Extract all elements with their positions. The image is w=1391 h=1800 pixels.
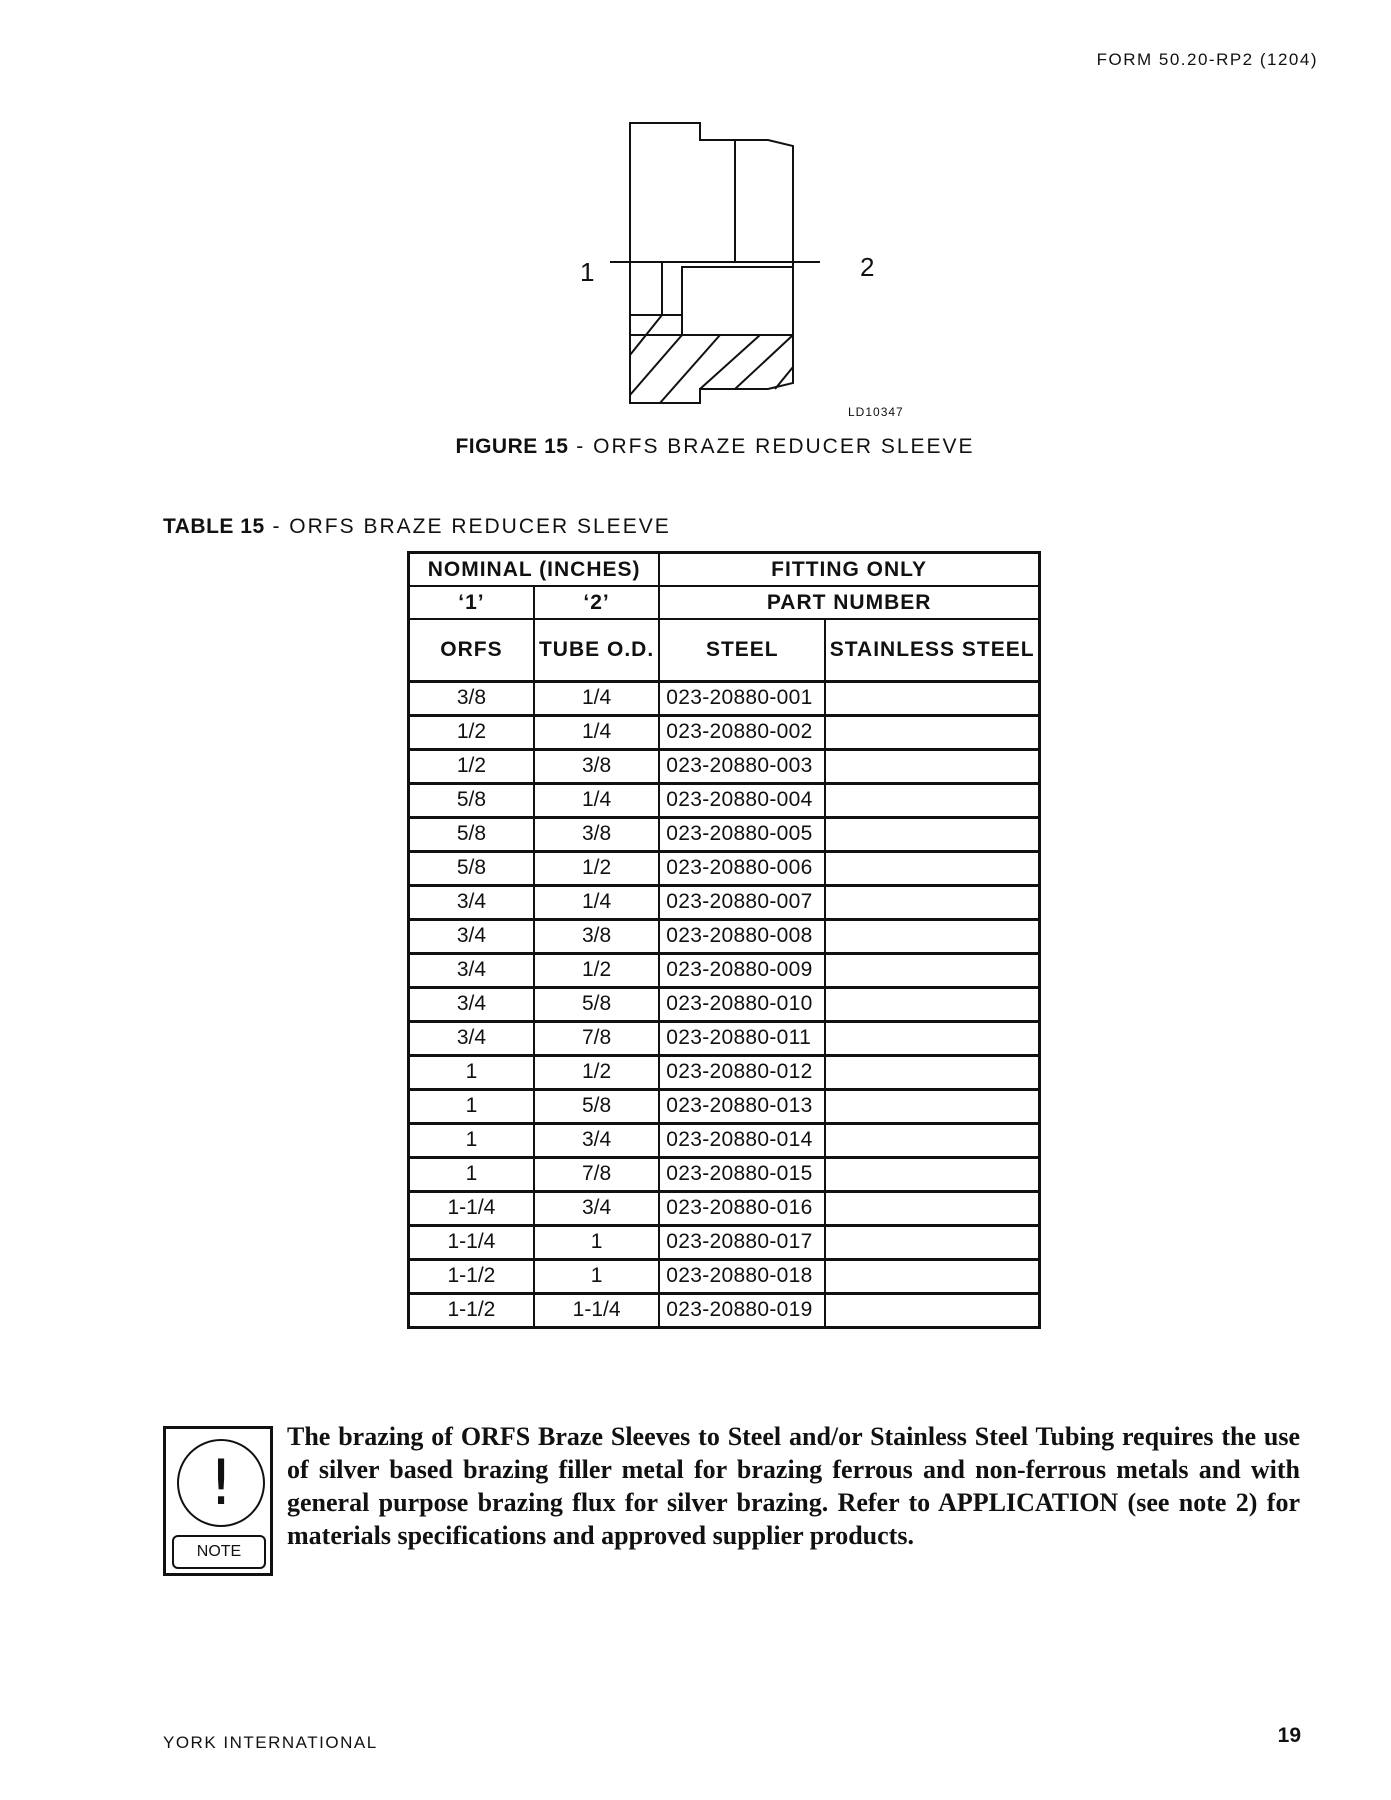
cell-tube-od: 1/2 [534, 953, 659, 987]
table-row [409, 1123, 1040, 1157]
cell-orfs: 1 [409, 1089, 534, 1123]
exclamation-icon: ! [177, 1439, 265, 1527]
figure-caption [0, 435, 1391, 459]
cell-steel-part: 023-20880-018 [659, 1259, 825, 1293]
cell-orfs: 3/4 [409, 919, 534, 953]
cell-tube-od: 3/8 [534, 817, 659, 851]
cell-stainless-part [825, 919, 1039, 953]
table-row [409, 749, 1040, 783]
table-row [409, 1055, 1040, 1089]
cell-steel-part: 023-20880-015 [659, 1157, 825, 1191]
cell-stainless-part [825, 1089, 1039, 1123]
cell-tube-od: 3/8 [534, 749, 659, 783]
header-col1-quote: ‘1’ [409, 586, 534, 619]
cell-orfs: 1-1/4 [409, 1225, 534, 1259]
cell-orfs: 1-1/4 [409, 1191, 534, 1225]
cell-tube-od: 1/2 [534, 851, 659, 885]
cell-steel-part: 023-20880-010 [659, 987, 825, 1021]
cell-stainless-part [825, 1055, 1039, 1089]
cell-steel-part: 023-20880-006 [659, 851, 825, 885]
cell-tube-od: 3/4 [534, 1123, 659, 1157]
cell-stainless-part [825, 1123, 1039, 1157]
cell-tube-od: 7/8 [534, 1021, 659, 1055]
figure-caption-title: - ORFS BRAZE REDUCER SLEEVE [568, 435, 975, 458]
cell-steel-part: 023-20880-019 [659, 1293, 825, 1327]
cell-stainless-part [825, 1293, 1039, 1327]
cell-orfs: 3/8 [409, 681, 534, 715]
reducer-sleeve-figure [580, 115, 920, 425]
cell-orfs: 1-1/2 [409, 1293, 534, 1327]
table-caption-title: - ORFS BRAZE REDUCER SLEEVE [264, 515, 671, 538]
table-row [409, 987, 1040, 1021]
note-icon [163, 1426, 273, 1576]
cell-stainless-part [825, 783, 1039, 817]
cell-tube-od: 7/8 [534, 1157, 659, 1191]
cell-orfs: 1 [409, 1123, 534, 1157]
header-part-number: PART NUMBER [659, 586, 1039, 619]
table-caption [163, 515, 671, 539]
cell-orfs: 3/4 [409, 885, 534, 919]
table-row [409, 1089, 1040, 1123]
cell-steel-part: 023-20880-014 [659, 1123, 825, 1157]
cell-steel-part: 023-20880-011 [659, 1021, 825, 1055]
table-row [409, 715, 1040, 749]
header-steel: STEEL [659, 619, 825, 681]
parts-table [407, 551, 1041, 1329]
table-row [409, 1191, 1040, 1225]
cell-tube-od: 1-1/4 [534, 1293, 659, 1327]
cell-steel-part: 023-20880-004 [659, 783, 825, 817]
cell-orfs: 1-1/2 [409, 1259, 534, 1293]
cell-stainless-part [825, 1225, 1039, 1259]
cell-steel-part: 023-20880-005 [659, 817, 825, 851]
table-row [409, 953, 1040, 987]
cell-stainless-part [825, 953, 1039, 987]
cell-stainless-part [825, 885, 1039, 919]
cell-orfs: 3/4 [409, 953, 534, 987]
cell-tube-od: 5/8 [534, 1089, 659, 1123]
figure-callout-2: 2 [860, 252, 875, 282]
cell-stainless-part [825, 715, 1039, 749]
cell-tube-od: 1 [534, 1225, 659, 1259]
table-row [409, 681, 1040, 715]
footer-company: YORK INTERNATIONAL [163, 1733, 378, 1752]
cell-stainless-part [825, 817, 1039, 851]
table-row [409, 1259, 1040, 1293]
table-row [409, 817, 1040, 851]
cell-steel-part: 023-20880-001 [659, 681, 825, 715]
cell-tube-od: 1/2 [534, 1055, 659, 1089]
drawing-code: LD10347 [848, 405, 904, 419]
table-row [409, 1021, 1040, 1055]
page-number: 19 [1277, 1724, 1301, 1747]
cell-steel-part: 023-20880-013 [659, 1089, 825, 1123]
cell-orfs: 5/8 [409, 851, 534, 885]
cell-tube-od: 1/4 [534, 681, 659, 715]
cell-orfs: 1 [409, 1055, 534, 1089]
table-row [409, 851, 1040, 885]
cell-steel-part: 023-20880-016 [659, 1191, 825, 1225]
cell-orfs: 1/2 [409, 715, 534, 749]
header-col2-quote: ‘2’ [534, 586, 659, 619]
header-nominal: NOMINAL (INCHES) [409, 553, 660, 587]
cell-stainless-part [825, 1157, 1039, 1191]
cell-stainless-part [825, 851, 1039, 885]
cell-stainless-part [825, 681, 1039, 715]
cell-orfs: 5/8 [409, 783, 534, 817]
cell-stainless-part [825, 1259, 1039, 1293]
note-label: NOTE [172, 1535, 266, 1569]
cell-stainless-part [825, 1021, 1039, 1055]
table-row [409, 919, 1040, 953]
header-stainless-steel: STAINLESS STEEL [825, 619, 1039, 681]
figure-caption-number: FIGURE 15 [455, 435, 569, 458]
cell-tube-od: 1/4 [534, 715, 659, 749]
form-number: FORM 50.20-RP2 (1204) [1096, 50, 1318, 69]
note-text: The brazing of ORFS Braze Sleeves to Steel and/or Stainless Steel Tubing requires the use of silver based brazing filler metal for brazing ferrous and non-ferrous metals and with general purpose brazing flux for silver brazing. Refer to APPLICATION (see note 2) for materials specifications and approved supplier products. [287, 1422, 1300, 1550]
cell-orfs: 3/4 [409, 987, 534, 1021]
table-row [409, 783, 1040, 817]
table-row [409, 885, 1040, 919]
cell-tube-od: 1/4 [534, 783, 659, 817]
cell-tube-od: 1/4 [534, 885, 659, 919]
cell-tube-od: 3/8 [534, 919, 659, 953]
cell-orfs: 1/2 [409, 749, 534, 783]
table-caption-number: TABLE 15 [163, 515, 265, 538]
cell-tube-od: 1 [534, 1259, 659, 1293]
figure-callout-1: 1 [580, 257, 595, 287]
cell-stainless-part [825, 1191, 1039, 1225]
cell-steel-part: 023-20880-002 [659, 715, 825, 749]
cell-orfs: 1 [409, 1157, 534, 1191]
cell-orfs: 3/4 [409, 1021, 534, 1055]
cell-tube-od: 5/8 [534, 987, 659, 1021]
table-row [409, 1293, 1040, 1327]
cell-steel-part: 023-20880-008 [659, 919, 825, 953]
cell-steel-part: 023-20880-012 [659, 1055, 825, 1089]
header-orfs: ORFS [409, 619, 534, 681]
cell-steel-part: 023-20880-017 [659, 1225, 825, 1259]
cell-tube-od: 3/4 [534, 1191, 659, 1225]
table-row [409, 1157, 1040, 1191]
cell-steel-part: 023-20880-003 [659, 749, 825, 783]
cell-orfs: 5/8 [409, 817, 534, 851]
cell-stainless-part [825, 987, 1039, 1021]
cell-steel-part: 023-20880-007 [659, 885, 825, 919]
cell-stainless-part [825, 749, 1039, 783]
header-fitting-only: FITTING ONLY [659, 553, 1039, 587]
header-tube-od: TUBE O.D. [534, 619, 659, 681]
cell-steel-part: 023-20880-009 [659, 953, 825, 987]
table-row [409, 1225, 1040, 1259]
